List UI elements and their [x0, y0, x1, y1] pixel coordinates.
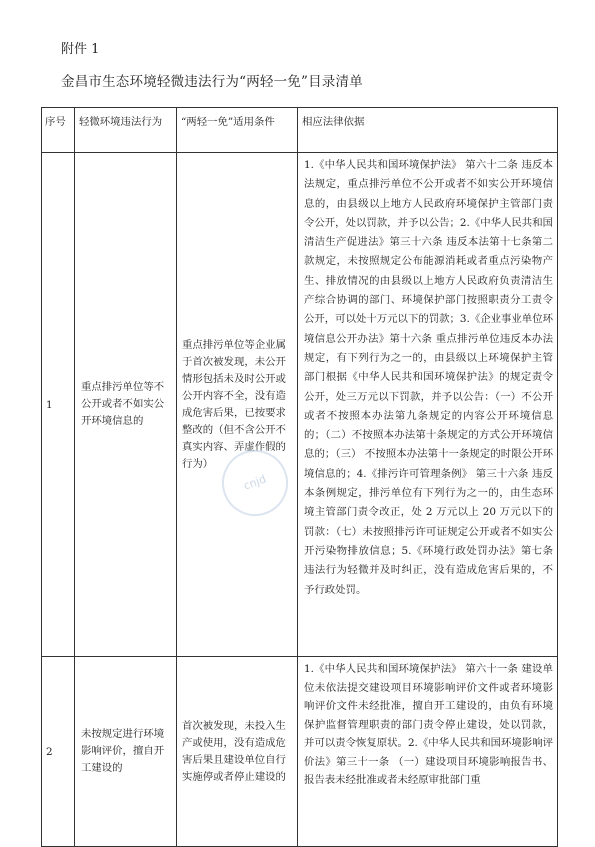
- header-seq: 序号: [42, 108, 75, 153]
- table-header-row: [42, 108, 558, 153]
- watermark-seal: cnjd: [213, 441, 298, 526]
- legal-basis-cell: 1.《中华人民共和国环境保护法》 第六十一条 建设单位未依法提交建设项目环境影响评价文件或者环境影响评价文件未经批准，擅自开工建设的，由负有环境保护监督管理职责的部门责令停止建设，处以罚款，并可以责令恢复原状。2.《中华人民共和国环境影响评价法》第三十一条 （一）建设项目环境影响报告书、报告表未经批准或者未经原审批部门重: [298, 657, 558, 847]
- violation-cell: 重点排污单位等不公开或者不如实公开环境信息的: [75, 153, 177, 657]
- row-number: 1: [42, 153, 75, 657]
- header-basis: 相应法律依据: [298, 108, 558, 153]
- violation-list-table: [41, 107, 558, 847]
- legal-basis-cell: 1.《中华人民共和国环境保护法》 第六十二条 违反本法规定，重点排污单位不公开或者不如实公开环境信息的，由县级以上地方人民政府环境保护主管部门责令公开，处以罚款，并予以公告；2.《中华人民共和国清洁生产促进法》第三十六条 违反本法第十七条第二款规定，未按照规定公布能源消耗或者重点污染物产生、排放情况的由县级以上地方人民政府负责清洁生产综合协调的部门、环境保护部门按照职责分工责令公开，可以处十万元以下的罚款；3.《企业事业单位环境信息公开办法》第十六条 重点排污单位违反本办法规定，有下列行为之一的，由县级以上环境保护主管部门根据《中华人民共和国环境保护法》的规定责令公开，处三万元以下罚款，并予以公告：（一）不公开或者不按照本办法第九条规定的内容公开环境信息的；（二）不按照本办法第十条规定的方式公开环境信息的；（三） 不按照本办法第十一条规定的时限公开环境信息的；4.《排污许可管理条例》 第三十六条 违反本条例规定，排污单位有下列行为之一的，由生态环境主管部门责令改正，处 2 万元以上 20 万元以下的罚款：（七）未按照排污许可证规定公开或者不如实公开污染物排放信息；5.《环境行政处罚办法》第七条 违法行为轻微并及时纠正，没有造成危害后果的，不予行政处罚。: [298, 153, 558, 657]
- header-violation: 轻微环境违法行为: [75, 108, 177, 153]
- table-row: [42, 153, 558, 657]
- attachment-label: 附件 1: [61, 42, 100, 57]
- row-number: 2: [42, 657, 75, 847]
- violation-cell: 未按规定进行环境影响评价，擅自开工建设的: [75, 657, 177, 847]
- document-title: 金昌市生态环境轻微违法行为“两轻一免”目录清单: [61, 74, 363, 90]
- header-condition: “两轻一免”适用条件: [177, 108, 298, 153]
- condition-cell: 重点排污单位等企业属于首次被发现，未公开情形包括未及时公开或公开内容不全，没有造成危害后果，已按要求整改的（但不含公开不真实内容、弄虚作假的行为）: [177, 153, 298, 657]
- condition-cell: 首次被发现，未投入生产或使用，没有造成危害后果且建设单位自行实施停或者停止建设的: [177, 657, 298, 847]
- table-row: [42, 657, 558, 847]
